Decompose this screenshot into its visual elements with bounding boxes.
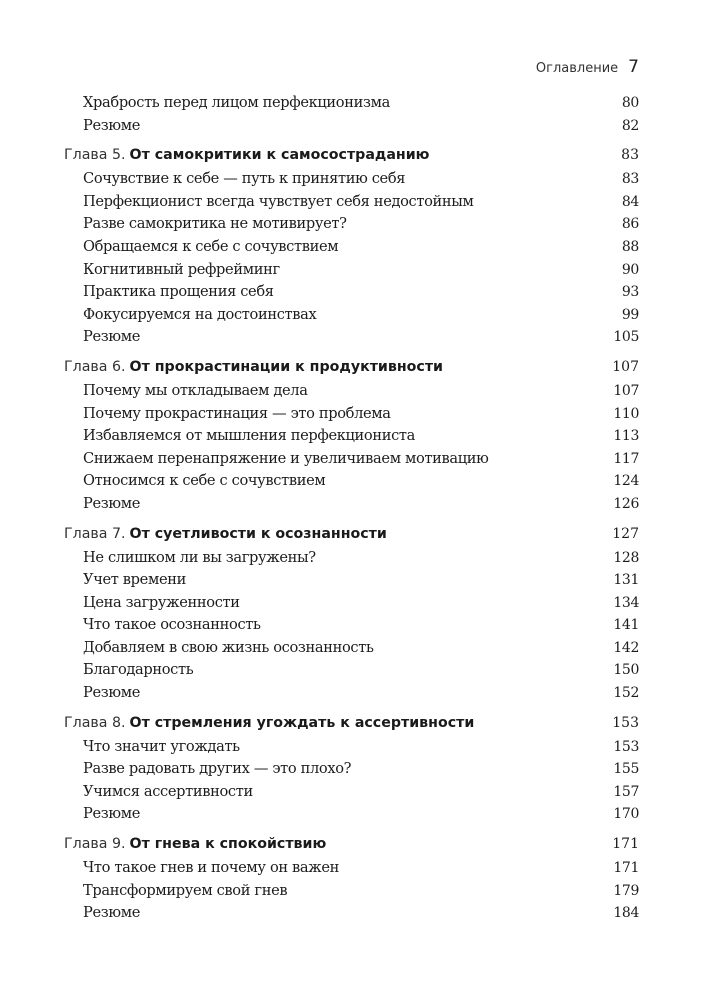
chapter-heading[interactable] [64,359,639,382]
toc-entry[interactable] [64,594,639,617]
entry-page-number: 124 [613,473,639,490]
chapter-page-number: 127 [612,525,639,542]
chapter-label: Глава 9. [64,836,126,853]
entry-title: Избавляемся от мышления перфекциониста [83,427,415,445]
entry-page-number: 128 [613,549,639,566]
entry-title: Перфекционист всегда чувствует себя недостойным [83,192,474,210]
toc-entry[interactable] [64,738,639,761]
toc-entry[interactable] [64,382,639,405]
entry-page-number: 134 [613,594,639,611]
toc-entry[interactable] [64,427,639,450]
entry-page-number: 141 [613,617,639,634]
chapter-heading-text [64,147,429,163]
entry-title: Храбрость перед лицом перфекционизма [83,94,390,111]
entry-page-number: 126 [613,495,639,512]
lead-entries [64,94,639,139]
chapter-heading[interactable] [64,836,639,859]
chapter-heading[interactable] [64,147,639,170]
entry-page-number: 155 [613,761,639,778]
toc-entry[interactable] [64,261,639,284]
chapter-heading-text [64,836,326,852]
entry-page-number: 150 [613,662,639,679]
toc-entry[interactable] [64,805,639,828]
toc-entry[interactable] [64,859,639,882]
toc-entry[interactable] [64,283,639,306]
entry-page-number: 90 [621,261,639,278]
entry-title: Обращаемся к себе с сочувствием [83,237,339,255]
entry-page-number: 142 [613,639,639,656]
toc-entry[interactable] [64,661,639,684]
chapter-title: От суетливости к осознанности [129,525,387,542]
entry-page-number: 82 [621,117,639,134]
chapter-label: Глава 7. [64,525,126,542]
chapter-title: От гнева к спокойствию [129,836,327,853]
entry-title: Учет времени [83,571,186,589]
chapter-block [64,359,639,518]
chapter-page-number: 83 [621,147,639,164]
entry-title: Резюме [83,328,141,346]
chapter-page-number: 171 [612,836,639,853]
entry-page-number: 170 [613,806,639,823]
toc-entry[interactable] [64,306,639,329]
entry-page-number: 113 [613,428,639,445]
entry-title: Цена загруженности [83,593,240,611]
chapter-label: Глава 5. [64,147,126,164]
entry-title: Резюме [83,494,141,512]
entry-page-number: 83 [621,171,639,188]
entry-page-number: 80 [621,95,639,111]
entry-title: Что значит угождать [83,737,240,755]
entry-page-number: 110 [613,405,639,422]
entry-title: Что такое гнев и почему он важен [83,859,339,877]
entry-page-number: 171 [613,860,639,877]
toc-entry[interactable] [64,193,639,216]
chapter-block [64,526,639,707]
entry-title: Разве радовать других — это плохо? [83,760,352,778]
chapter-block [64,147,639,351]
entry-title: Когнитивный рефрейминг [83,260,280,278]
entry-title: Трансформируем свой гнев [83,881,288,899]
toc-entry[interactable] [64,472,639,495]
entry-title: Резюме [83,904,141,922]
entry-title: Не слишком ли вы загружены? [83,548,316,566]
toc-entry[interactable] [64,760,639,783]
entry-page-number: 152 [613,685,639,702]
toc-entry[interactable] [64,94,639,117]
chapter-title: От прокрастинации к продуктивности [129,358,443,375]
entry-page-number: 86 [621,216,639,233]
entry-page-number: 184 [613,905,639,922]
chapter-heading-text [64,526,387,542]
toc-entry[interactable] [64,549,639,572]
entry-page-number: 153 [613,738,639,755]
entry-page-number: 131 [613,572,639,589]
toc-entry[interactable] [64,882,639,905]
toc-entry[interactable] [64,450,639,473]
running-head-title: Оглавление [535,61,619,76]
entry-title: Сочувствие к себе — путь к принятию себя [83,170,406,188]
entry-title: Что такое осознанность [83,616,261,634]
chapter-heading-text [64,359,443,375]
entry-page-number: 107 [613,382,639,399]
toc-entry[interactable] [64,616,639,639]
toc-entry[interactable] [64,117,639,140]
entry-title: Резюме [83,116,141,134]
toc-entry[interactable] [64,238,639,261]
toc-entry[interactable] [64,639,639,662]
toc-entry[interactable] [64,215,639,238]
table-of-contents [64,94,639,927]
chapter-label: Глава 6. [64,358,126,375]
entry-title: Добавляем в свою жизнь осознанность [83,638,374,656]
entry-page-number: 99 [621,306,639,323]
entry-title: Резюме [83,805,141,823]
page-number: 7 [628,57,639,77]
toc-entry[interactable] [64,328,639,351]
entry-title: Фокусируемся на достоинствах [83,305,317,323]
toc-entry[interactable] [64,405,639,428]
toc-entry[interactable] [64,571,639,594]
entry-page-number: 105 [613,329,639,346]
entry-title: Почему мы откладываем дела [83,381,308,399]
chapter-list [64,147,639,927]
entry-title: Почему прокрастинация — это проблема [83,404,391,422]
toc-entry[interactable] [64,783,639,806]
toc-entry[interactable] [64,904,639,927]
chapter-block [64,715,639,828]
entry-page-number: 179 [613,882,639,899]
entry-page-number: 117 [613,450,639,467]
entry-title: Резюме [83,684,141,702]
entry-page-number: 157 [613,783,639,800]
chapter-page-number: 107 [612,358,639,375]
entry-title: Учимся ассертивности [83,782,253,800]
entry-title: Относимся к себе с сочувствием [83,472,326,490]
entry-page-number: 93 [621,284,639,301]
toc-entry[interactable] [64,684,639,707]
entry-page-number: 84 [621,193,639,210]
toc-entry[interactable] [64,495,639,518]
chapter-heading-text [64,715,474,731]
entry-title: Благодарность [83,661,194,679]
entry-page-number: 88 [621,238,639,255]
chapter-block [64,836,639,927]
chapter-heading[interactable] [64,715,639,738]
entry-title: Разве самокритика не мотивирует? [83,215,347,233]
chapter-heading[interactable] [64,526,639,549]
entry-title: Практика прощения себя [83,283,274,301]
toc-entry[interactable] [64,170,639,193]
chapter-title: От самокритики к самосостраданию [129,147,430,164]
running-head [536,57,639,77]
chapter-label: Глава 8. [64,714,126,731]
chapter-page-number: 153 [612,714,639,731]
chapter-title: От стремления угождать к ассертивности [129,714,475,731]
entry-title: Снижаем перенапряжение и увеличиваем мотивацию [83,449,489,467]
